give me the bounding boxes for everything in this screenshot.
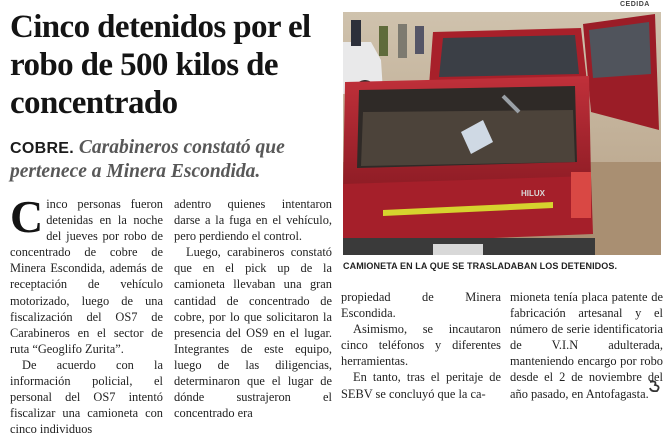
subhead: Carabineros constató que pertenece a Minera Escondida. xyxy=(10,137,285,182)
paragraph: adentro quienes intentaron darse a la fuga en el vehículo, pero perdiendo el control. xyxy=(174,197,332,244)
deck xyxy=(10,136,340,183)
photo-credit: CEDIDA xyxy=(620,1,650,8)
column-4 xyxy=(510,289,663,402)
paragraph: Asimismo, se incautaron cinco teléfonos y diferentes herramientas. xyxy=(341,322,501,369)
headline: Cinco detenidos por el robo de 500 kilos de concentrado xyxy=(10,9,311,121)
paragraph: Luego, carabineros constató que en el pick up de la camioneta llevaban una gran cantidad de concentrado de cobre, por lo que solicitaron la presencia del OS9 en el lugar. Integrantes de este equipo, luego de las diligencias, determinaron que el lugar de dónde sustrajeron el concentrado era xyxy=(174,245,332,421)
drop-cap: C xyxy=(10,191,44,242)
end-mark-icon xyxy=(648,380,662,392)
paragraph: mioneta tenía placa patente de fabricación artesanal y el número de serie identificatoria de V.I.N adulterada, manteniendo encargo por robo desde el 2 de noviembre del año pasado, en Antofagasta. xyxy=(510,290,663,401)
column-1 xyxy=(10,191,163,437)
paragraph: propiedad de Minera Escondida. xyxy=(341,290,501,321)
column-2 xyxy=(174,196,332,421)
news-photo xyxy=(343,12,661,255)
paragraph: En tanto, tras el peritaje de SEBV se concluyó que la ca- xyxy=(341,370,501,401)
photo-caption: CAMIONETA EN LA QUE SE TRASLADABAN LOS DETENIDOS. xyxy=(343,261,618,271)
paragraph-text: inco personas fueron detenidas en la noche del jueves por robo de concentrado de cobre de Minera Escondida, además de receptación de vehículo motorizado, luego de una fiscalización del OS7 de Carabineros en el sector de ruta “Geoglifo Zurita”. xyxy=(10,197,163,356)
paragraph xyxy=(10,191,163,357)
column-3 xyxy=(341,289,501,402)
truck-illustration xyxy=(343,12,661,255)
paragraph: De acuerdo con la información policial, el personal del OS7 intentó fiscalizar una camioneta con cinco individuos xyxy=(10,357,163,437)
kicker: COBRE. xyxy=(10,140,75,157)
truck-badge: HILUX xyxy=(521,189,545,198)
